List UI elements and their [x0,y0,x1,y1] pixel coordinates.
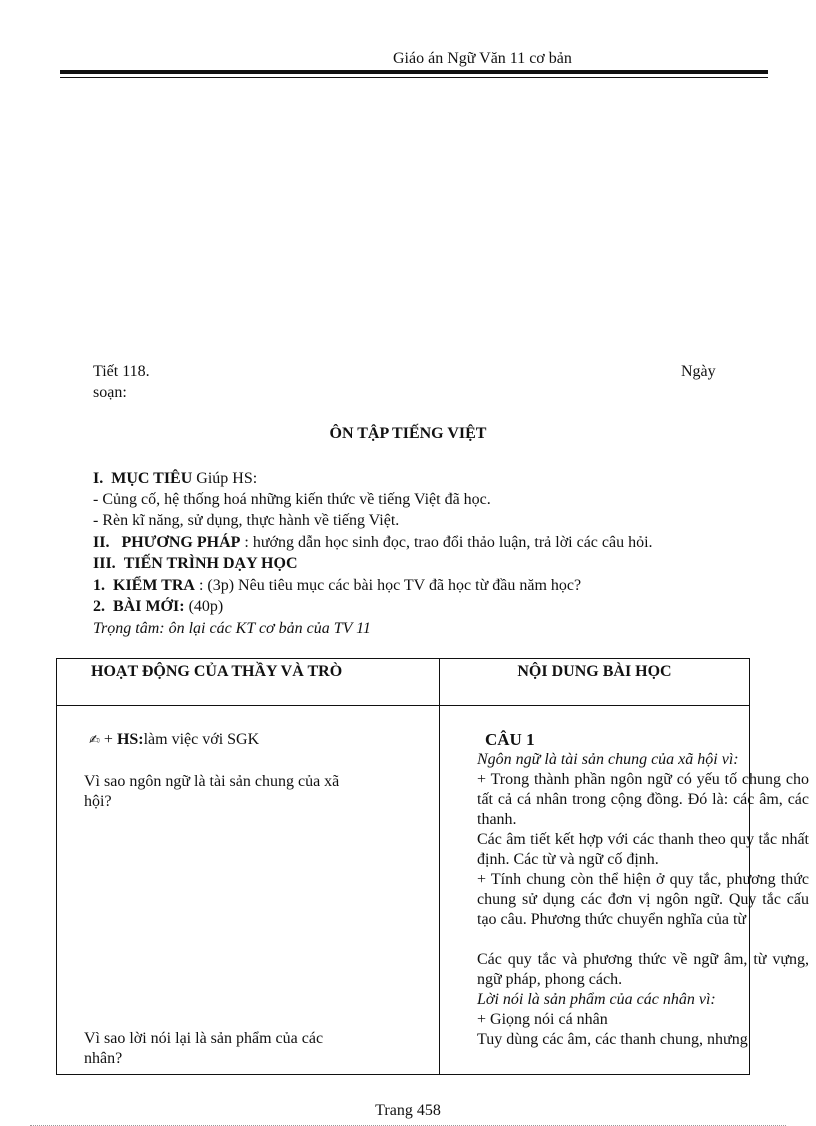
section-method [93,532,653,553]
writing-hand-icon: ✍ [89,733,100,748]
hs-instruction: ✍ + HS:làm việc với SGK [89,731,260,748]
section-process [93,553,298,574]
header-activities: HOẠT ĐỘNG CỦA THẦY VÀ TRÒ [57,659,440,706]
content-line-5: Các quy tắc và phương thức về ngữ âm, từ vựng, ngữ pháp, phong cách. [477,951,809,988]
section-objectives [93,468,257,489]
step-1-title: KIỂM TRA [113,577,195,594]
document-header-title: Giáo án Ngữ Văn 11 cơ bản [393,50,572,67]
hs-label: HS: [116,731,144,748]
table-body-row [57,706,750,1075]
section-2-number: II. [93,534,110,551]
question-2: Vì sao lời nói lại là sản phẩm của các nhân? [84,1030,324,1067]
content-line-2: + Trong thành phần ngôn ngữ có yếu tố chung cho tất cả cá nhân trong cộng đồng. Đó là: các âm, các thanh. [477,771,809,828]
header-rule-thick [60,70,768,74]
step-2-title: BÀI MỚI: [113,598,185,615]
section-1-title: MỤC TIÊU [111,470,193,487]
content-cell [440,706,809,1075]
step-2-number: 2. [93,598,105,615]
section-2-text: : hướng dẫn học sinh đọc, trao đổi thảo luận, trả lời các câu hỏi. [240,534,653,551]
step-check [93,575,581,596]
table-header-row [57,659,750,706]
content-line-8: Tuy dùng các âm, các thanh chung, nhưng [477,1031,748,1048]
question-heading: CÂU 1 [485,730,535,749]
lesson-period: Tiết 118. [93,363,150,380]
section-3-number: III. [93,555,116,572]
date-label-2: soạn: [93,384,127,401]
content-line-4: + Tính chung còn thể hiện ở quy tắc, phương thức chung sử dụng các đơn vị ngôn ngữ. Quy tắc cấu tạo câu. Phương thức chuyển nghĩa của từ [477,871,809,928]
page-title: ÔN TẬP TIẾNG VIỆT [329,425,487,442]
hs-text: làm việc với SGK [143,731,260,748]
section-1-text: Giúp HS: [192,470,258,487]
objective-item-2: - Rèn kĩ năng, sử dụng, thực hành về tiếng Việt. [93,512,400,529]
step-new-lesson [93,596,223,617]
activities-cell [57,706,440,1075]
section-3-title: TIẾN TRÌNH DẠY HỌC [123,555,298,572]
date-label-1: Ngày [681,363,716,380]
objective-item-1: - Củng cố, hệ thống hoá những kiến thức về tiếng Việt đã học. [93,491,491,508]
content-line-6: Lời nói là sản phẩm của các nhân vì: [477,991,716,1008]
content-line-7: + Giọng nói cá nhân [477,1011,608,1028]
step-1-text: : (3p) Nêu tiêu mục các bài học TV đã học từ đầu năm học? [194,577,582,594]
content-line-1: Ngôn ngữ là tài sản chung của xã hội vì: [477,751,739,768]
step-2-text: (40p) [184,598,224,615]
question-1: Vì sao ngôn ngữ là tài sản chung của xã hội? [84,773,340,810]
section-1-number: I. [93,470,104,487]
header-content: NỘI DUNG BÀI HỌC [440,659,750,706]
section-2-title: PHƯƠNG PHÁP [121,534,241,551]
lesson-focus: Trọng tâm: ôn lại các KT cơ bản của TV 11 [93,620,371,637]
content-line-3: Các âm tiết kết hợp với các thanh theo quy tắc nhất định. Các từ và ngữ cố định. [477,831,809,868]
lesson-table [56,658,809,1075]
step-1-number: 1. [93,577,105,594]
page-number: Trang 458 [375,1102,441,1119]
header-rule-thin [60,77,768,78]
